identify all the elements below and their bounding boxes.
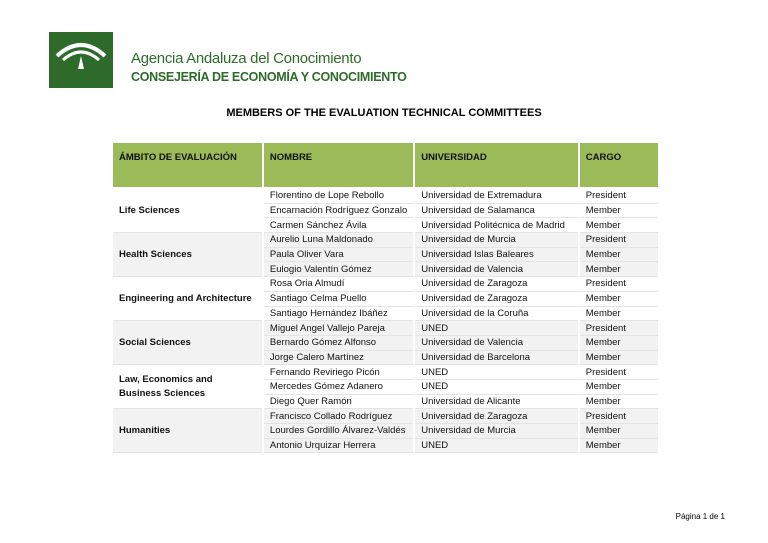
column-header: ÁMBITO DE EVALUACIÓN (113, 143, 263, 187)
role-cell: President (579, 321, 659, 336)
table-row (113, 233, 659, 248)
name-cell: Miguel Angel Vallejo Pareja (263, 321, 414, 336)
name-cell: Jorge Calero Martínez (263, 350, 414, 365)
university-cell: Universidad Politécnica de Madrid (414, 218, 579, 233)
university-cell: Universidad de Zaragoza (414, 277, 579, 292)
role-cell: President (579, 189, 659, 203)
table-row (113, 189, 659, 203)
university-cell: Universidad de la Coruña (414, 306, 579, 321)
column-header: CARGO (579, 143, 659, 187)
university-cell: Universidad de Valencia (414, 335, 579, 350)
university-cell: Universidad de Valencia (414, 262, 579, 277)
role-cell: Member (579, 262, 659, 277)
table-row (113, 409, 659, 424)
role-cell: Member (579, 335, 659, 350)
committee-table (113, 143, 660, 453)
name-cell: Encarnación Rodríguez Gonzalo (263, 203, 414, 218)
table-header-row (113, 143, 659, 187)
name-cell: Paula Oliver Vara (263, 247, 414, 262)
university-cell: Universidad Islas Baleares (414, 247, 579, 262)
area-cell: Law, Economics and Business Sciences (113, 365, 263, 409)
university-cell: UNED (414, 365, 579, 380)
university-cell: Universidad de Zaragoza (414, 291, 579, 306)
name-cell: Bernardo Gómez Alfonso (263, 335, 414, 350)
university-cell: Universidad de Murcia (414, 424, 579, 439)
table-row (113, 321, 659, 336)
name-cell: Mercedes Gómez Adanero (263, 379, 414, 394)
role-cell: President (579, 409, 659, 424)
name-cell: Eulogio Valentín Gómez (263, 262, 414, 277)
university-cell: Universidad de Barcelona (414, 350, 579, 365)
area-cell: Social Sciences (113, 321, 263, 365)
role-cell: Member (579, 350, 659, 365)
role-cell: Member (579, 306, 659, 321)
role-cell: Member (579, 438, 659, 453)
name-cell: Florentino de Lope Rebollo (263, 189, 414, 203)
name-cell: Aurelio Luna Maldonado (263, 233, 414, 248)
name-cell: Santiago Hernández Ibáñez (263, 306, 414, 321)
role-cell: President (579, 365, 659, 380)
area-cell: Engineering and Architecture (113, 277, 263, 321)
name-cell: Lourdes Gordillo Álvarez-Valdés (263, 424, 414, 439)
university-cell: UNED (414, 321, 579, 336)
name-cell: Diego Quer Ramón (263, 394, 414, 409)
university-cell: Universidad de Salamanca (414, 203, 579, 218)
name-cell: Fernando Reviriego Picón (263, 365, 414, 380)
role-cell: Member (579, 247, 659, 262)
name-cell: Francisco Collado Rodríguez (263, 409, 414, 424)
name-cell: Santiago Celma Puello (263, 291, 414, 306)
university-cell: Universidad de Zaragoza (414, 409, 579, 424)
university-cell: UNED (414, 438, 579, 453)
area-cell: Life Sciences (113, 189, 263, 233)
role-cell: President (579, 233, 659, 248)
role-cell: Member (579, 203, 659, 218)
column-header: UNIVERSIDAD (414, 143, 579, 187)
page-number: Página 1 de 1 (675, 512, 725, 521)
university-cell: UNED (414, 379, 579, 394)
column-header: NOMBRE (263, 143, 414, 187)
name-cell: Carmen Sánchez Ávila (263, 218, 414, 233)
university-cell: Universidad de Alicante (414, 394, 579, 409)
role-cell: President (579, 277, 659, 292)
role-cell: Member (579, 394, 659, 409)
role-cell: Member (579, 218, 659, 233)
university-cell: Universidad de Murcia (414, 233, 579, 248)
area-cell: Health Sciences (113, 233, 263, 277)
junta-de-andalucia-logo (49, 32, 113, 88)
name-cell: Rosa Oria Almudí (263, 277, 414, 292)
role-cell: Member (579, 291, 659, 306)
university-cell: Universidad de Extremadura (414, 189, 579, 203)
document-title: MEMBERS OF THE EVALUATION TECHNICAL COMMITTEES (226, 107, 542, 119)
role-cell: Member (579, 424, 659, 439)
role-cell: Member (579, 379, 659, 394)
consejeria-name: CONSEJERÍA DE ECONOMÍA Y CONOCIMIENTO (131, 70, 407, 84)
table-row (113, 365, 659, 380)
table-row (113, 277, 659, 292)
agency-name: Agencia Andaluza del Conocimiento (131, 50, 362, 67)
area-cell: Humanities (113, 409, 263, 453)
name-cell: Antonio Urquizar Herrera (263, 438, 414, 453)
